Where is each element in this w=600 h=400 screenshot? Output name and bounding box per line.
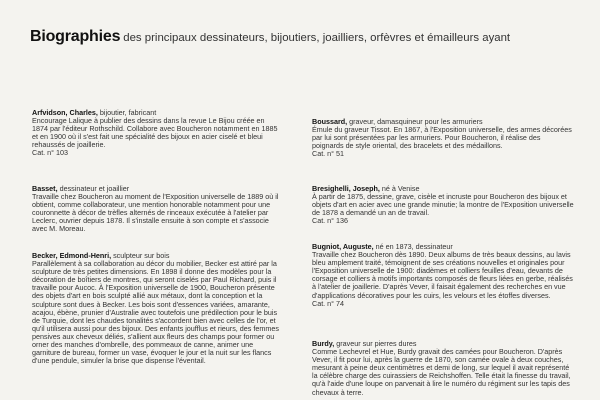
entry-name: Burdy, (312, 339, 335, 348)
title-subtitle: des principaux dessinateurs, bijoutiers, joailliers, orfèvres et émailleurs ayant (123, 32, 511, 44)
entry-role: graveur sur pierres dures (334, 339, 417, 348)
entry-body: Travaille chez Boucheron dès 1890. Deux albums de très beaux dessins, au lavis bleu amplement traité, témoignent de ses créations nouvelles et originales pour l'Exposition universelle de 1900: diadèmes et colliers feuilles d'eau, devants de corsage et colliers à motifs importants composés de fleurs liées en gerbe, réalisés à l'atelier de joaillerie. D'après Vever, il faisait également des recherches en vue d'applications décoratives pour les cuirs, les velours et les étoffes diverses. (312, 250, 573, 300)
entry-body: Encourage Lalique à publier des dessins dans la revue Le Bijou créée en 1874 par l'éditeur Rothschild. Collabore avec Boucheron notamment en 1885 et en 1900 où il s'est fait une spécialité des bijoux en acier ciselé et bleui rehaussés de joaillerie. (32, 116, 278, 150)
biography-entry-arfvidson (32, 109, 282, 158)
entry-name: Becker, Edmond-Henri, (32, 251, 112, 260)
entry-name: Basset, (32, 184, 58, 193)
biography-entry-bugniot (312, 243, 574, 308)
entry-catalog-number: Cat. n° 136 (312, 216, 349, 226)
entry-role: dessinateur et joaillier (57, 184, 130, 193)
entry-body: À partir de 1875, dessine, grave, cisèle et incruste pour Boucheron des bijoux et objets d'art en acier avec une grande minutie; la montre de l'Exposition universelle de 1878 a demandé un an de travail. (312, 192, 574, 218)
biography-entry-bresighelli (312, 185, 574, 225)
entry-body: Travaille chez Boucheron au moment de l'Exposition universelle de 1889 où il obtient, comme collaborateur, une mention honorable notamment pour une couronnette à décor de trèfles alternés de rinceaux exécutée à l'atelier par Leclerc, ouvrier depuis 1878. Il s'installe ensuite à son compte et s'associe avec M. Moreau. (32, 192, 279, 234)
page-title (30, 28, 510, 46)
biography-entry-becker (32, 252, 282, 365)
entry-name: Bugniot, Auguste, (312, 242, 374, 251)
entry-role: né en 1873, dessinateur (373, 242, 453, 251)
biography-entry-burdy (312, 340, 574, 397)
entry-body: Parallèlement à sa collaboration au décor du mobilier, Becker est attiré par la sculpture de très petites dimensions. En 1898 il donne des modèles pour la décoration de boîtiers de montres, qui seront ciselés par Paul Richard, puis il travaille pour Aucoc. À l'Exposition universelle de 1900, Boucheron présente des objets d'art en bois sculpté allié aux métaux, dont la conception et la sculpture sont dues à Becker. Les bois sont d'essences variées, amarante, acajou, ébène, prunier d'Australie avec toutefois une prédilection pour le buis de Turquie, dont les chaudes tonalités s'accordent bien avec celles de l'or, et qu'il utilisera aussi pour des bijoux. Des enfants joufflus et rieurs, des femmes pensives aux cheveux déliés, s'allient aux fleurs des champs pour former ou orner des manches d'ombrelle, des pommeaux de canne, animer une garniture de bureau, former un vase, évoquer le jour et la nuit sur les flancs d'une pendule, simuler la brise que dispense l'éventail. (32, 259, 279, 366)
entry-role: sculpteur sur bois (111, 251, 170, 260)
entry-role: bijoutier, fabricant (97, 108, 157, 117)
biography-entry-boussard (312, 118, 574, 158)
entry-name: Arfvidson, Charles, (32, 108, 98, 117)
entry-role: graveur, damasquineur pour les armuriers (347, 117, 483, 126)
entry-catalog-number: Cat. n° 51 (312, 149, 345, 159)
entry-name: Boussard, (312, 117, 348, 126)
entry-body: Comme Lechevrel et Hue, Burdy gravait des camées pour Boucheron. D'après Vever, il fit pour lui, après la guerre de 1870, son camée ovale à deux couches, mesurant à peine deux centimètres et demi de long, sur lequel il avait représenté la célèbre charge des cuirassiers de Reichshoffen. Telle était la finesse du travail, qu'à l'aide d'une loupe on parvenait à lire le numéro du régiment sur les tapis des chevaux à terre. (312, 347, 571, 397)
entry-body: Émule du graveur Tissot. En 1867, à l'Exposition universelle, des armes décorées par lui sont présentées par les armuriers. Pour Boucheron, il réalise des poignards de style oriental, des bracelets et des médaillons. (312, 125, 572, 151)
entry-catalog-number: Cat. n° 103 (32, 148, 69, 158)
title-main: Biographies (30, 28, 121, 45)
entry-role: né à Venise (379, 184, 420, 193)
entry-name: Bresighelli, Joseph, (312, 184, 380, 193)
biography-entry-basset (32, 185, 282, 234)
entry-catalog-number: Cat. n° 74 (312, 298, 345, 308)
